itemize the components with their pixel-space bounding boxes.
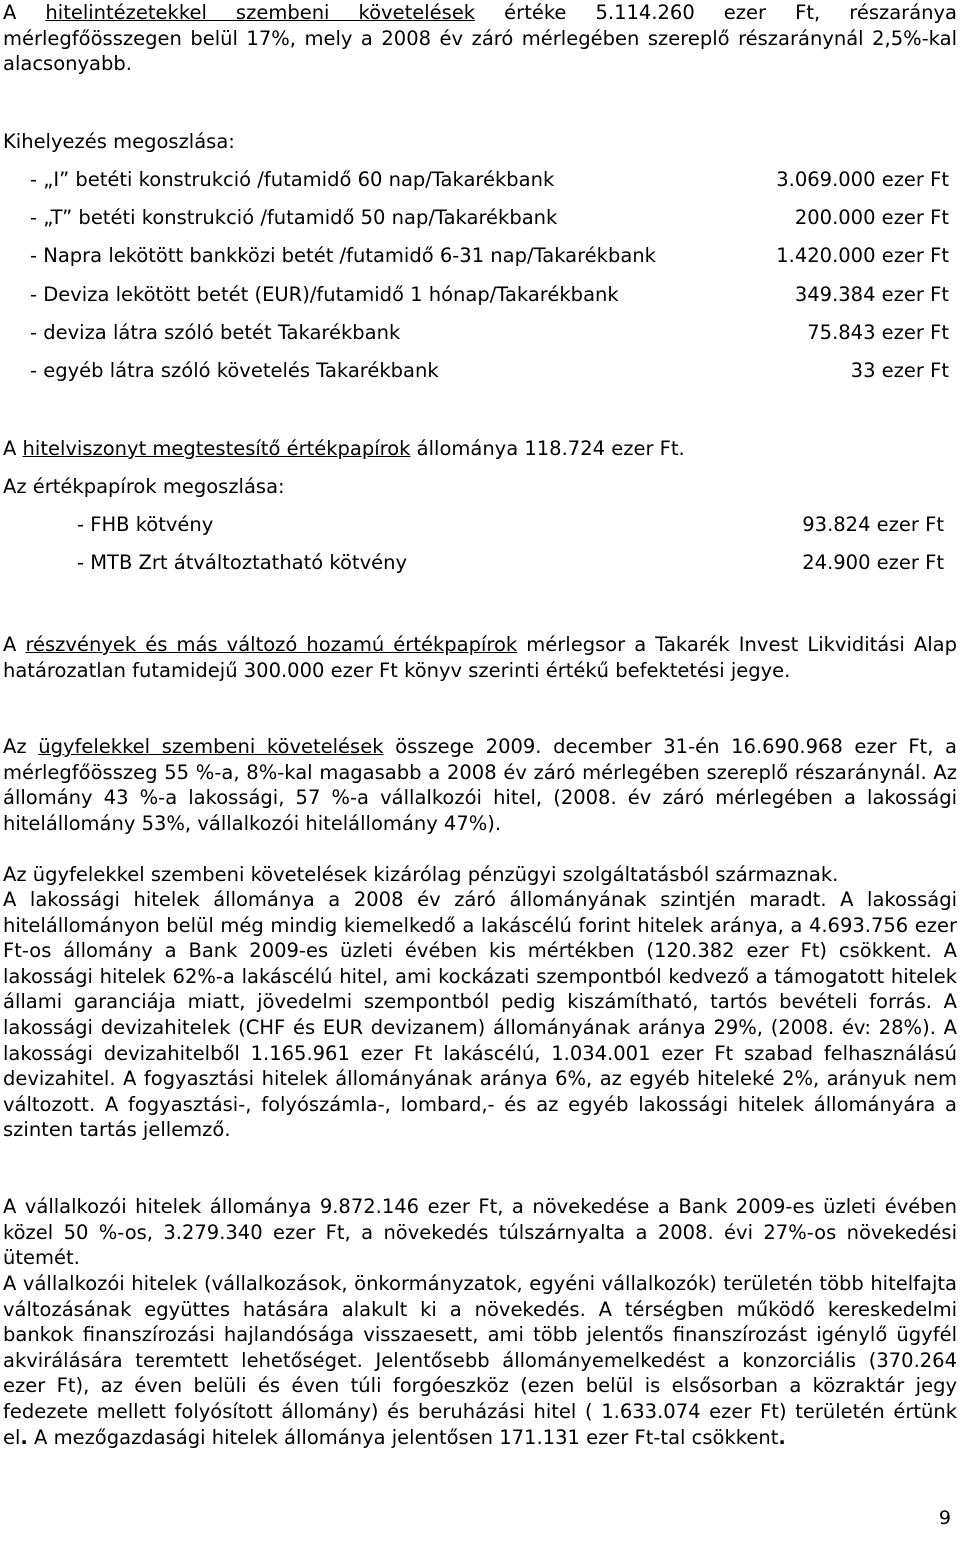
term-shares: részvények és más változó hozamú értékpapírok xyxy=(25,633,518,656)
item-amount: 3.069.000 ezer Ft xyxy=(776,168,949,191)
item-amount: 200.000 ezer Ft xyxy=(794,206,949,229)
term-bank-receivables: hitelintézetekkel szembeni követelések xyxy=(45,1,476,24)
paragraph-corporate-loans: A vállalkozói hitelek állománya 9.872.146 ezer Ft, a növekedése a Bank 2009-es üzleti évében közel 50 %-os, 3.279.340 ezer Ft, a növekedés túlszárnyalta a 2008. évi 27%-os növekedési ütemét. xyxy=(3,1195,957,1270)
heading-placement-breakdown: Kihelyezés megoszlása: xyxy=(3,130,235,153)
item-label: - MTB Zrt átváltoztatható kötvény xyxy=(77,551,408,574)
list-item xyxy=(3,320,957,346)
paragraph-retail-loans: A lakossági hitelek állománya a 2008 év záró állományának szintjén maradt. A lakossági hitelállományon belül még mindig kiemelkedő a lakáscélú forint hitelek aránya, a 4.693.756 ezer Ft-os állomány a Bank 2009-es üzleti évében kis mértékben (120.382 ezer Ft) csökkent. A lakossági hitelek 62%-a lakáscélú hitel, ami kockázati szempontból kedvező a támogatott hitelek állami garanciája miatt, jövedelmi szempontból pedig kiszámítható, tartós bevételi forrás. A lakossági devizahitelek (CHF és EUR devizanem) állományának aránya 29%, (2008. év: 28%). A lakossági devizahitelből 1.165.961 ezer Ft lakáscélú, 1.034.001 ezer Ft szabad felhasználású devizahitel. A fogyasztási hitelek állományának aránya 6%, az egyéb hiteleké 2%, arányuk nem változott. A fogyasztási-, folyószámla-, lombard,- és az egyéb lakossági hitelek állományára a szinten tartás jellemző. xyxy=(3,888,957,1142)
heading-securities-breakdown: Az értékpapírok megoszlása: xyxy=(3,475,285,498)
paragraph-bank-receivables xyxy=(3,0,957,77)
list-item xyxy=(3,512,957,538)
text-rest: mérlegsor a Takarék Invest Likviditási Alap határozatlan futamidejű 300.000 ezer Ft könyv szerinti értékű befektetési jegye. xyxy=(3,633,957,682)
text-rest: értéke 5.114.260 ezer Ft, részaránya mérlegfőösszegen belül 17%, mely a 2008 év záró mérlegében szereplő részaránynál 2,5%-kal alacsonyabb. xyxy=(3,1,957,76)
text-tail: A mezőgazdasági hitelek állománya jelentősen 171.131 ezer Ft-tal csökkent xyxy=(27,1425,779,1449)
item-label: - Deviza lekötött betét (EUR)/futamidő 1 hónap/Takarékbank xyxy=(30,283,619,306)
item-amount: 349.384 ezer Ft xyxy=(794,283,949,306)
item-label: - Napra lekötött bankközi betét /futamidő 6-31 nap/Takarékbank xyxy=(30,244,656,267)
item-amount: 33 ezer Ft xyxy=(850,359,949,382)
item-amount: 24.900 ezer Ft xyxy=(802,551,944,574)
list-item xyxy=(3,358,957,384)
item-amount: 1.420.000 ezer Ft xyxy=(776,244,949,267)
text-prefix: A xyxy=(3,437,23,460)
paragraph-shares xyxy=(3,632,957,683)
text-rest: összege 2009. december 31-én 16.690.968 ezer Ft, a mérlegfőösszeg 55 %-a, 8%-kal magasabb a 2008 év záró mérlegében szereplő részaránynál. Az állomány 43 %-a lakossági, 57 %-a vállalkozói hitel, (2008. év záró mérlegében a lakossági hitelállomány 53%, vállalkozói hitelállomány 47%). xyxy=(3,735,957,835)
list-item xyxy=(3,243,957,269)
list-item xyxy=(3,167,957,193)
term-customer-receivables: ügyfelekkel szembeni követelések xyxy=(38,735,384,758)
text-prefix: A xyxy=(3,633,26,656)
term-debt-securities: hitelviszonyt megtestesítő értékpapírok xyxy=(22,437,411,460)
item-label: - „T” betéti konstrukció /futamidő 50 nap/Takarékbank xyxy=(30,206,558,229)
bold-period: . xyxy=(20,1425,28,1449)
bold-period: . xyxy=(778,1425,786,1449)
text-prefix: A xyxy=(3,1,46,24)
item-label: - FHB kötvény xyxy=(77,513,214,536)
paragraph-debt-securities xyxy=(3,436,957,462)
paragraph-financial-services: Az ügyfelekkel szembeni követelések kizárólag pénzügyi szolgáltatásból származnak. xyxy=(3,863,839,886)
list-item xyxy=(3,550,957,576)
paragraph-customer-receivables xyxy=(3,734,957,836)
list-item xyxy=(3,282,957,308)
item-label: - deviza látra szóló betét Takarékbank xyxy=(30,321,401,344)
page-number: 9 xyxy=(938,1507,951,1529)
paragraph-corporate-loan-details xyxy=(3,1271,957,1450)
text-prefix: Az xyxy=(3,735,39,758)
item-amount: 93.824 ezer Ft xyxy=(802,513,944,536)
item-label: - „I” betéti konstrukció /futamidő 60 nap/Takarékbank xyxy=(30,168,555,191)
text-rest: állománya 118.724 ezer Ft. xyxy=(410,437,685,460)
item-amount: 75.843 ezer Ft xyxy=(807,321,949,344)
text-main: A vállalkozói hitelek (vállalkozások, önkormányzatok, egyéni vállalkozók) területén több hitelfajta változásának együttes hatására alakult ki a növekedés. A térségben működő kereskedelmi bankok finanszírozási hajlandósága visszaesett, ami több jelentős finanszírozást igénylő ügyfél akvirálására teremtett lehetőséget. Jelentősebb állományemelkedést a konzorciális (370.264 ezer Ft), az éven belüli és éven túli forgóeszköz (ezen belül is elsősorban a közraktár jegy fedezete mellett folyósított állomány) és beruházási hitel ( 1.633.074 ezer Ft) területén értünk el xyxy=(3,1272,957,1449)
list-item xyxy=(3,205,957,231)
item-label: - egyéb látra szóló követelés Takarékbank xyxy=(30,359,439,382)
